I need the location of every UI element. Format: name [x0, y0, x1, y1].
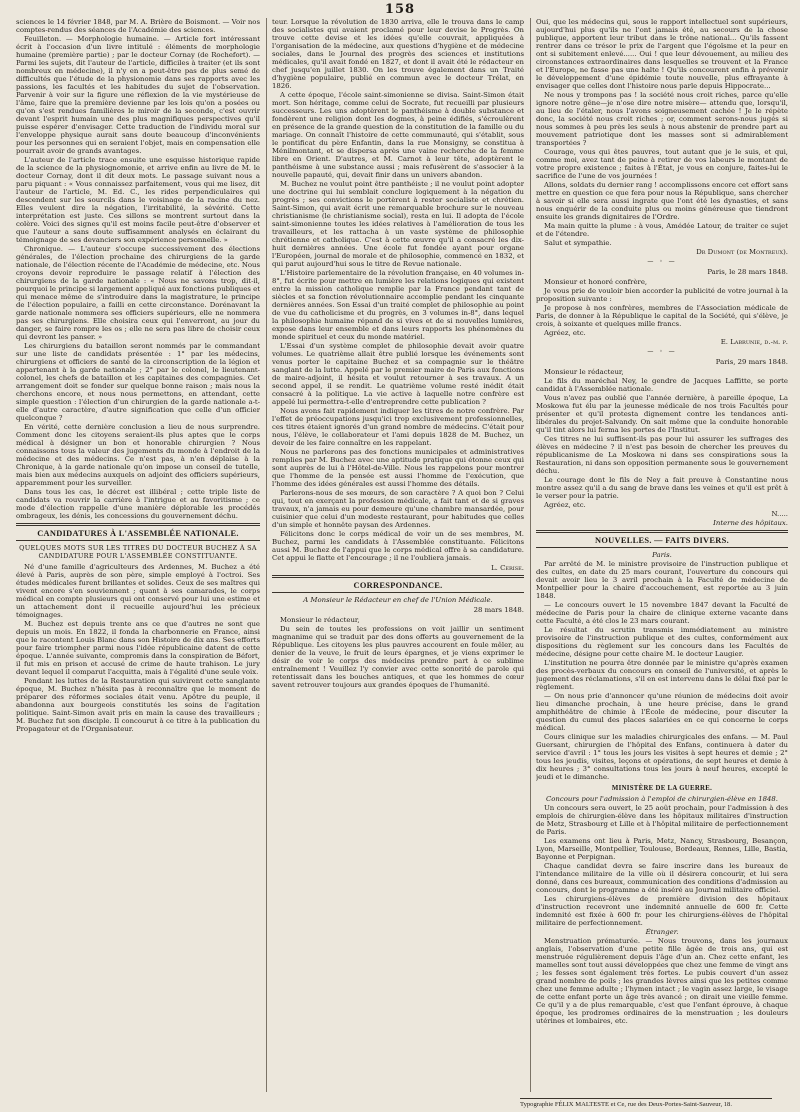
letter-paragraph: Le fils du maréchal Ney, le gendre de Jacques Laffitte, se porte candidat à l'Assemblée nationale.: [536, 377, 788, 393]
section-rule: [272, 575, 524, 576]
feuilleton-paragraph: L'auteur de l'article trace ensuite une esquisse historique rapide de la science de la physiognomonie, et arrive enfin au livre de M. le docteur Cornay, dont il dit deux mots. Le passage suivant nous a paru piquant : « Vous connaissez parfaitement, vous qui me lisez, dit l'auteur de l'article, M. Ed. C., les rides perpendiculaires qui descendent sur les sourcils dans le voisinage de la racine du nez. Elles veulent dire la négation, l'irritabilité, la sévérité. Cette interprétation est juste. Ces sillons se montrent surtout dans la colère. Voici des signes qu'il est moins facile peut-être d'observer et que l'auteur a sans doute suffisamment analysés en éclairant du témoignage de ses devanciers son expérience personnelle. »: [16, 156, 260, 244]
letter-closing: Agréez, etc.: [544, 329, 586, 337]
letter-signature: E. Labrunie, d.-m. p.: [720, 338, 788, 346]
article-paragraph: Né d'une famille d'agriculteurs des Ardennes, M. Buchez a été élevé à Paris, auprès de son père, simple employé à l'octroi. Ses études médicales furent brillantes et solides. Ceux de ses maîtres qui vivent encore s'en souviennent ; quant à ses camarades, le corps médical en compte plusieurs qui ont conservé pour lui une estime et un attachement dont il recueille aujourd'hui les précieux témoignages.: [16, 563, 260, 619]
letter-salutation: Monsieur le rédacteur,: [544, 368, 624, 376]
section-heading-ministere: MINISTÈRE DE LA GUERRE.: [611, 785, 713, 792]
ornament-divider: — ◦ —: [647, 348, 677, 355]
column-3: [536, 18, 788, 1092]
news-location: Paris.: [652, 551, 672, 559]
chronique-paragraph: Chronique. — L'auteur s'occupe successivement des élections générales, de l'élection prochaine des chirurgiens de la garde nationale, de l'élection récente de l'Académie de médecine, etc. Nous croyons devoir reproduire le passage relatif à l'élection des chirurgiens de la garde nationale : « Nous ne savons trop, dit-il, pourquoi le principe si largement appliqué aux fonctions publiques et qui menace même de s'introduire dans la magistrature, le principe de l'élection populaire, a failli en cette circonstance. Dorénavant la garde nationale nommera ses officiers supérieurs, elle ne nommera pas ses chirurgiens. Elle choisira ceux qui l'enverront, au jour du danger, se faire rompre les os ; elle ne sera pas libre de choisir ceux qui devront les panser. »: [16, 245, 260, 341]
letter-closing: Agréez, etc.: [544, 501, 586, 509]
letter-salutation: Monsieur et honoré confrère,: [544, 278, 648, 286]
article-paragraph: Parlerons-nous de ses mœurs, de son caractère ? A quoi bon ? Celui qui, tout en exerçant la profession médicale, a fait tant et de si graves travaux, n'a jamais eu pour demeure qu'une chambre mansardée, pour cuisinier que celui d'un modeste restaurant, pour habitudes que celles d'un simple et honnête paysan des Ardennes.: [272, 489, 524, 529]
letter-paragraph: Vous n'avez pas oublié que l'année dernière, à pareille époque, La Moskowa fut élu par la jeunesse médicale de nos trois Facultés pour présenter et qu'il protesta dignement contre les tendances anti-libérales du projet-Salvandy. On sait même que la conduite honorable qu'il tint alors lui ferma les portes de l'Institut.: [536, 394, 788, 434]
news-paragraph: — Le concours ouvert le 15 novembre 1847 devant la Faculté de médecine de Paris pour la chaire de clinique externe vacante dans cette Faculté, a été clos le 23 mars courant.: [536, 601, 788, 625]
letter-date: Paris, le 28 mars 1848.: [707, 268, 788, 276]
news-paragraph: Un concours sera ouvert, le 25 août prochain, pour l'admission à des emplois de chirurgien-élève dans les hôpitaux militaires d'instruction de Metz, Strasbourg et Lille et à l'hôpital militaire de perfectionnement de Paris.: [536, 804, 788, 836]
column-2: [272, 18, 524, 1092]
article-signature: L. Cerise.: [491, 564, 524, 572]
news-paragraph: Chaque candidat devra se faire inscrire dans les bureaux de l'intendance militaire de la ville où il désirera concourir, et lui sera donné, dans ces bureaux, communication des conditions d'admission au concours, dont le programme a été inséré au Journal militaire officiel.: [536, 862, 788, 894]
page-number: 158: [384, 2, 416, 17]
letter-paragraph: Du sein de toutes les professions on voit jaillir un sentiment magnanime qui se traduit par des dons offerts au gouvernement de la République. Les citoyens les plus pauvres accourent en foule mêler, au denier de la veuve, le fruit de leurs épargnes, et je viens exprimer le désir de voir le corps des médecins prendre part à ce sublime entraînement ! Veuillez l'y convier avec cette sonorité de parole qui retentissait dans les bouches antiques, et que les hommes de cœur savent retrouver toujours aux grandes époques de l'humanité.: [272, 625, 524, 689]
column-1: [16, 18, 260, 1092]
ministere-subtitle: Concours pour l'admission à l'emploi de chirurgien-élève en 1848.: [546, 795, 778, 803]
letter-paragraph: Allons, soldats du dernier rang ! accomplissons encore cet effort sans mettre en question ce que fera pour nous la République, sans chercher à savoir si elle sera aussi ingrate que l'ont été les dynasties, et sans nous enquérir de la conduite plus ou moins généreuse que tiendront ensuite les grands dignitaires de l'Ordre.: [536, 181, 788, 221]
news-location: Étranger.: [645, 928, 679, 936]
news-paragraph: Par arrêté de M. le ministre provisoire de l'instruction publique et des cultes, en date du 25 mars courant, l'ouverture du concours qui devait avoir lieu le 3 avril prochain à la Faculté de médecine de Montpellier pour la chaire d'accouchement, est reportée au 3 juin 1848.: [536, 560, 788, 600]
intro-text: sciences le 14 février 1848, par M. A. Brière de Boismont. — Voir nos comptes-rendus des séances de l'Académie des sciences.: [16, 18, 260, 34]
column-divider: [266, 18, 267, 1092]
column-divider: [530, 18, 531, 1092]
section-heading-candidatures: CANDIDATURES À L'ASSEMBLÉE NATIONALE.: [37, 529, 239, 538]
letter-address: A Monsieur le Rédacteur en chef de l'Union Médicale.: [303, 596, 493, 604]
feuilleton-paragraph: Feuilleton. — Morphologie humaine. — Article fort intéressant écrit à l'occasion d'un livre intitulé : éléments de morphologie humaine (première partie) ; par le docteur Cornay (de Rochefort). — Parmi les sujets, dit l'auteur de l'article, difficiles à traiter (et ils sont nombreux en médecine), il n'y en a peut-être pas de plus semé de difficultés que l'étude de la physionomie dans ses rapports avec les passions, les facultés et les habitudes du sujet de l'observation. Parvenir à voir sur la figure une réflexion de la vie mystérieuse de l'âme, faire que la première devienne par les lois qu'on a posées ou qu'on s'est rendues familières le miroir de la seconde, c'est ouvrir devant l'esprit humain une des plus magnifiques perspectives qu'il puisse espérer d'envisager. Cette traduction de l'individu moral sur l'enveloppe physique aurait sans doute beaucoup d'inconvénients pour les personnes qui en seraient l'objet, mais en compensation elle pourrait avoir de grands avantages.: [16, 35, 260, 155]
columns: [16, 18, 790, 1092]
article-paragraph: M. Buchez ne voulut point être panthéiste ; il ne voulut point adopter une doctrine qui lui semblait conclure logiquement à la négation du progrès ; ses convictions le portèrent à rester socialiste et chrétien. Saint-Simon, qui avait écrit une remarquable brochure sur le nouveau christianisme (le christianisme social), resta en lui. Il adopta de l'école saint-simonienne toutes les idées relatives à l'amélioration de tous les travailleurs, et les rattacha à un vaste système de philosophie chrétienne et catholique. C'est à cette œuvre qu'il a consacré les dix-huit dernières années. Une école fut fondée ayant pour organe l'Européen, journal de morale et de philosophie, commencé en 1832, et qui parut aujourd'hui sous le titre de Revue nationale.: [272, 180, 524, 268]
section-rule: [536, 530, 788, 531]
news-paragraph: Le résultat du scrutin transmis immédiatement au ministre provisoire de l'instruction publique et des cultes, conformément aux dispositions du règlement sur les concours dans les Facultés de médecine, désigne pour cette chaire M. le docteur Laugier.: [536, 626, 788, 658]
letter-date: Paris, 29 mars 1848.: [715, 358, 788, 366]
section-rule: [16, 525, 260, 526]
article-paragraph: Nous ne parlerons pas des fonctions municipales et administratives remplies par M. Buchez avec une aptitude pratique qui étonne ceux qui sont auprès de lui à l'Hôtel-de-Ville. Nous les rappelons pour montrer que l'homme de la pensée est aussi l'homme de l'exécution, que l'homme des idées générales est aussi l'homme des détails.: [272, 448, 524, 488]
ornament-divider: — ◦ —: [647, 258, 677, 265]
letter-paragraph: Ces titres ne lui suffisent-ils pas pour lui assurer les suffrages des élèves en médecine ? il n'est pas besoin de chercher les preuves du républicanisme de La Moskowa ni dans ses conspirations sous la Restauration, ni dans son opposition permanente sous le gouvernement déchu.: [536, 435, 788, 475]
section-rule: [272, 592, 524, 593]
letter-paragraph: Ne nous y trompons pas ! la société nous croit riches, parce qu'elle ignore notre gêne—je n'ose dire notre misère— attendu que, lorsqu'il, au lieu de l'étaler, nous l'avons soigneusement cachée ! Je le répète donc, la société nous croit riches ; or, comment serons-nous jugés si nous sommes à peu près les seuls à nous abstenir de prendre part au mouvement patriotique dont les masses sont si admirablement transportées ?: [536, 91, 788, 147]
letter-paragraph: Courage, vous qui êtes pauvres, tout autant que je le suis, et qui, comme moi, avez tant de peine à retirer de vos labeurs le montant de votre propre existence ; faites à l'État, je vous en conjure, faites-lui le sacrifice de l'une de vos journées !: [536, 148, 788, 180]
article-paragraph: Nous avons fait rapidement indiquer les titres de notre confrère. Par l'effet de préoccupations jusqu'ici trop exclusivement professionnelles, ces titres étaient ignorés d'un grand nombre de médecins. C'était pour nous, l'élève, le collaborateur et l'ami depuis 1828 de M. Buchez, un devoir de les faire connaître en les rappelant.: [272, 407, 524, 447]
news-paragraph: Les chirurgiens-élèves de première division des hôpitaux d'instruction recevront une indemnité annuelle de 600 fr. Cette indemnité est fixée à 600 fr. pour les chirurgiens-élèves de l'hôpital militaire de perfectionnement.: [536, 895, 788, 927]
news-paragraph: L'institution ne pourra être donnée par le ministre qu'après examen des procès-verbaux du concours en conseil de l'université, et après le jugement des réclamations, s'il en est intervenu dans le délai fixé par le règlement.: [536, 659, 788, 691]
section-rule: [16, 540, 260, 541]
letter-paragraph: Je propose à nos confrères, membres de l'Association médicale de Paris, de donner à la République le capital de la Société, qui s'élève, je crois, à soixante et quelques mille francs.: [536, 304, 788, 328]
letter-signature: N.....: [771, 510, 788, 518]
letter-signature-title: Interne des hôpitaux.: [713, 519, 788, 527]
section-rule: [536, 547, 788, 548]
letter-closing: Salut et sympathie.: [544, 239, 612, 247]
chronique-paragraph: Dans tous les cas, le décret est illibéral ; cette triple liste de candidats va rouvrir la carrière à l'intrigue et au favoritisme ; ce mode d'élection rappelle d'une manière déplorable les procédés ombrageux, les dénis, les concessions du gouvernement déchu.: [16, 488, 260, 520]
article-paragraph: M. Buchez est depuis trente ans ce que d'autres ne sont que depuis un mois. En 1822, il fonda la charbonnerie en France, ainsi que le racontent Louis Blanc dans son Histoire de dix ans. Ses efforts pour faire triompher parmi nous l'idée républicaine datent de cette époque. L'année suivante, compromis dans la conspiration de Béfort, il fut mis en prison et accusé de crime de haute trahison. Le jury devant lequel il comparut l'acquitta, mais à l'égalité d'une seule voix.: [16, 620, 260, 676]
chronique-paragraph: Les chirurgiens du bataillon seront nommés par le commandant sur une liste de candidats présentée : 1° par les médecins, chirurgiens et officiers de santé de la circonscription de la légion et appartenant à la garde nationale ; 2° par le colonel, le lieutenant-colonel, les chefs de bataillon et les capitaines des compagnies. Cet arrangement doit se fonder sur quelque bonne raison ; mais nous la cherchons encore, et nous nous permettons, en attendant, cette simple question : l'élection d'un chirurgien de la garde nationale a-t-elle d'autre caractère, d'autre signification que celle d'un officier quelconque ?: [16, 342, 260, 422]
letter-signature: Dr Dumont (de Montreux).: [696, 248, 788, 256]
section-heading-news: NOUVELLES. — FAITS DIVERS.: [595, 536, 729, 545]
section-rule: [536, 532, 788, 533]
news-paragraph: Menstruation prématurée. — Nous trouvons, dans les journaux anglais, l'observation d'une petite fille âgée de trois ans, qui est menstruée régulièrement depuis l'âge d'un an. Chez cette enfant, les mamelles sont tout aussi développées que chez une femme de vingt ans ; les fesses sont également très fortes. Le pubis couvert d'un assez grand nombre de poils ; les grandes lèvres ainsi que les petites comme chez une femme adulte ; l'hymen intact ; le vagin assez large, le visage de cette enfant porte un âge très avancé ; on dirait une vieille femme. Ce qu'il y a de plus remarquable, c'est que l'enfant éprouve, à chaque époque, les prodromes ordinaires de la menstruation ; les douleurs utérines et lombaires, etc.: [536, 937, 788, 1025]
article-paragraph: A cette époque, l'école saint-simonienne se divisa. Saint-Simon était mort. Son héritage, comme celui de Socrate, fut recueilli par plusieurs successeurs. Les uns adoptèrent le panthéisme à double substance et fondèrent une religion dont les dogmes, à peine édifiés, s'écroulèrent en présence de la grande question de la constitution de la famille ou du mariage. On connaît l'histoire de cette communauté, qui s'établit, sous le pontificat du père Enfantin, dans la rue Monsigny, se constitua à Ménilmontant, et se dispersa après une vaine recherche de la femme libre en Orient. D'autres, et M. Carnot à leur tête, adoptèrent le panthéisme à une substance aussi ; mais refusèrent de s'associer à la nouvelle papauté, qui, devait finir dans un univers abandon.: [272, 91, 524, 179]
article-paragraph: L'Essai d'un système complet de philosophie devait avoir quatre volumes. Le quatrième allait être publié lorsque les événements sont venus porter le capitaine Buchez et sa compagnie sur le théâtre sanglant de la lutte. Appelé par le premier maire de Paris aux fonctions de maire-adjoint, il hésita et voulut retourner à ses travaux. A un second appel, il se rendit. Le quatrième volume resté inédit était consacré à la politique. La vie active à laquelle notre confrère est appelé lui permettra-t-elle d'entreprendre cette publication ?: [272, 342, 524, 406]
letter-paragraph: Ma main quitte la plume : à vous, Amédée Latour, de traiter ce sujet et de l'étendre.: [536, 222, 788, 238]
article-subhead: QUELQUES MOTS SUR LES TITRES DU DOCTEUR BUCHEZ À SA CANDIDATURE POUR L'ASSEMBLÉE CONSTITUANTE.: [19, 544, 257, 560]
article-paragraph: L'Histoire parlementaire de la révolution française, en 40 volumes in-8°, fut écrite pour mettre en lumière les relations logiques qui existent entre la mission catholique remplie par la France pendant tant de siècles et sa fonction révolutionnaire accomplie pendant les cinquante dernières années. Son Essai d'un traité complet de philosophie au point de vue du catholicisme et du progrès, en 3 volumes in-8°, dans lequel la philosophie humaine répand de si vives et de si nouvelles lumières, expose dans leur ensemble et dans leurs rapports les phénomènes du monde spirituel et ceux du monde matériel.: [272, 269, 524, 341]
letter-paragraph: Oui, que les médecins qui, sous le rapport intellectuel sont supérieurs, aujourd'hui plus qu'ils ne l'ont jamais été, au secours de la chose publique, apportent leur tribut dans le trône national... Qu'ils fassent rentrer dans ce trésor le prix de l'argent que l'égoïsme et la peur en ont si subitement enlevé...... Oui ! que leur dévouement, au milieu des circonstances extraordinaires dans lesquelles se trouvent et la France et l'Europe, ne fasse pas une halte ! Qu'ils concourent enfin à prévenir le développement d'une épidémie toute nouvelle, plus effrayante à envisager que celles dont l'histoire nous parle depuis Hippocrate...: [536, 18, 788, 90]
news-paragraph: Les examens ont lieu à Paris, Metz, Nancy, Strasbourg, Besançon, Lyon, Marseille, Montpellier, Toulouse, Bordeaux, Rennes, Lille, Bastia, Bayonne et Perpignan.: [536, 837, 788, 861]
section-rule: [272, 577, 524, 578]
letter-paragraph: Le courage dont le fils de Ney a fait preuve à Constantine nous montre assez qu'il a du sang de brave dans les veines et qu'il est prêt à le verser pour la patrie.: [536, 476, 788, 500]
news-paragraph: — On nous prie d'annoncer qu'une réunion de médecins doit avoir lieu dimanche prochain, à une heure précise, dans le grand amphithéâtre de chimie à l'École de médecine, pour discuter la question du cumul des places salariées en ce qui concerne le corps médical.: [536, 692, 788, 732]
letter-date: 28 mars 1848.: [473, 606, 524, 614]
news-paragraph: Cours clinique sur les maladies chirurgicales des enfans. — M. Paul Guersant, chirurgien de l'hôpital des Enfans, continuera à dater du service d'avril : 1° tous les jours les visites à sept heures et demie ; 2° tous les jeudis, visites, leçons et opérations, de sept heures et demie à dix heures ; 3° consultations tous les jours à neuf heures, excepté le jeudi et le dimanche.: [536, 733, 788, 781]
letter-paragraph: Je vous prie de vouloir bien accorder la publicité de votre journal à la proposition suivante :: [536, 287, 788, 303]
chronique-paragraph: En vérité, cette dernière conclusion a lieu de nous surprendre. Comment donc les citoyens seraient-ils plus aptes que le corps médical à désigner un bon et honorable chirurgien ? Nous connaissons tous la valeur des jugements du monde à l'endroit de la médecine et des médecins. Ce n'est pas, à n'en déplaise à la Chronique, à la garde nationale qu'on impose un conseil de tutelle, mais bien aux médecins auxquels on adjoint des officiers supérieurs, apparemment pour les surveiller.: [16, 423, 260, 487]
letter-salutation: Monsieur le rédacteur,: [280, 616, 360, 624]
section-heading-correspondance: CORRESPONDANCE.: [353, 581, 443, 590]
article-paragraph: teur. Lorsque la révolution de 1830 arriva, elle le trouva dans le camp des socialistes qui avaient proclamé pour leur devise le Progrès. On trouve cette devise et les idées qu'elle couvrait, appliquées à l'organisation de la médecine, aux questions d'hygiène et de médecine sociales, dans le Journal des progrès des sciences et institutions médicales, qu'il avait fondé en 1827, et dont il avait été le rédacteur en chef jusqu'en juillet 1830. On les trouve également dans un Traité d'hygiène populaire, publié en commun avec le docteur Trélat, en 1826.: [272, 18, 524, 90]
article-paragraph: Félicitons donc le corps médical de voir un de ses membres, M. Buchez, parmi les candidats à l'Assemblée constituante. Félicitons aussi M. Buchez de l'appui que le corps médical offre à sa candidature. Cet appui le flatte et l'encourage ; il ne l'oubliera jamais.: [272, 530, 524, 562]
article-paragraph: Pendant les luttes de la Restauration qui suivirent cette sanglante époque, M. Buchez n'hésita pas à reconnaître que le moment de préparer des réformes sociales était venu. Apôtre du peuple, il abandonna aux bourgeois constitutés les soins de l'agitation politique. Saint-Simon avait pris en main la cause des travailleurs ; M. Buchez fut son disciple. Il concourut à ce titre à la publication du Propagateur et de l'Organisateur.: [16, 677, 260, 733]
printer-footer: Typographie FÉLIX MALTESTE et Ce, rue des Deux-Portes-Saint-Sauveur, 18.: [520, 1098, 772, 1108]
section-rule: [16, 523, 260, 524]
